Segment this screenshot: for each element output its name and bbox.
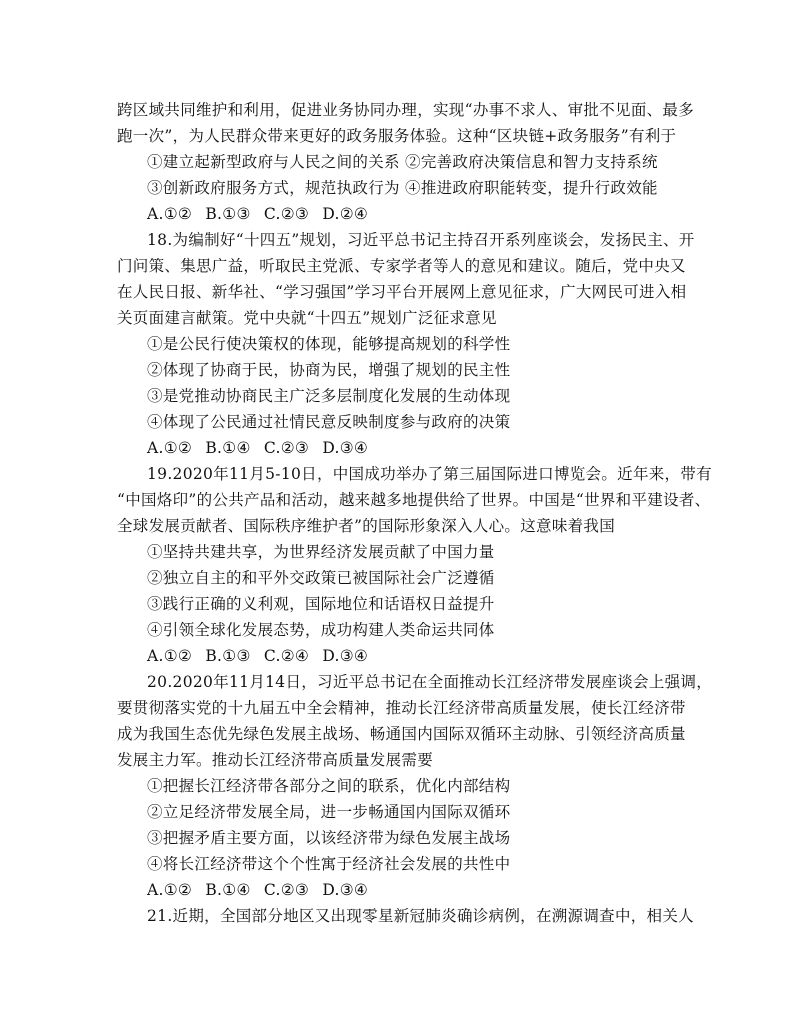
q19-option-2: ②独立自主的和平外交政策已被国际社会广泛遵循 <box>147 569 495 587</box>
q21-stem-line-1: 21.近期，全国部分地区又出现零星新冠肺炎确诊病例，在溯源调查中，相关人 <box>147 907 694 925</box>
q17-options-line-2: ③创新政府服务方式，规范执政行为 ④推进政府职能转变，提升行政效能 <box>147 179 658 197</box>
q19-answer-choices: A.①② B.①③ C.②④ D.③④ <box>147 647 369 665</box>
q19-option-1: ①坚持共建共享，为世界经济发展贡献了中国力量 <box>147 543 495 561</box>
q20-stem-line-1: 20.2020年11月14日，习近平总书记在全面推动长江经济带发展座谈会上强调， <box>147 673 713 691</box>
q17-text-line-2: 跑一次”，为人民群众带来更好的政务服务体验。这种“区块链+政务服务”有利于 <box>117 127 677 145</box>
q18-stem-line-4: 关页面建言献策。党中央就“十四五”规划广泛征求意见 <box>117 309 497 327</box>
q20-option-4: ④将长江经济带这个个性寓于经济社会发展的共性中 <box>147 855 511 873</box>
q20-stem-line-3: 成为我国生态优先绿色发展主战场、畅通国内国际双循环主动脉、引领经济高质量 <box>117 725 686 743</box>
q17-options-line-1: ①建立起新型政府与人民之间的关系 ②完善政府决策信息和智力支持系统 <box>147 153 658 171</box>
q17-answer-choices: A.①② B.①③ C.②③ D.②④ <box>147 205 369 223</box>
q18-option-4: ④体现了公民通过社情民意反映制度参与政府的决策 <box>147 413 511 431</box>
q19-stem-line-2: “中国烙印”的公共产品和活动，越来越多地提供给了世界。中国是“世界和平建设者、 <box>117 491 711 509</box>
q20-answer-choices: A.①② B.①④ C.②③ D.③④ <box>147 881 369 899</box>
q18-answer-choices: A.①② B.①④ C.②③ D.③④ <box>147 439 369 457</box>
q18-option-3: ③是党推动协商民主广泛多层制度化发展的生动体现 <box>147 387 511 405</box>
q18-stem-line-1: 18.为编制好“十四五”规划，习近平总书记主持召开系列座谈会，发扬民主、开 <box>147 231 695 249</box>
q20-stem-line-2: 要贯彻落实党的十九届五中全会精神，推动长江经济带高质量发展，使长江经济带 <box>117 699 686 717</box>
q20-stem-line-4: 发展主力军。推动长江经济带高质量发展需要 <box>117 751 434 769</box>
q19-option-4: ④引领全球化发展态势，成功构建人类命运共同体 <box>147 621 495 639</box>
q18-stem-line-2: 门问策、集思广益，听取民主党派、专家学者等人的意见和建议。随后，党中央又 <box>117 257 686 275</box>
q18-stem-line-3: 在人民日报、新华社、“学习强国”学习平台开展网上意见征求，广大网民可进入相 <box>117 283 687 301</box>
q20-option-1: ①把握长江经济带各部分之间的联系，优化内部结构 <box>147 777 511 795</box>
q20-option-2: ②立足经济带发展全局，进一步畅通国内国际双循环 <box>147 803 511 821</box>
q18-option-2: ②体现了协商于民，协商为民，增强了规划的民主性 <box>147 361 511 379</box>
q20-option-3: ③把握矛盾主要方面，以该经济带为绿色发展主战场 <box>147 829 511 847</box>
q19-stem-line-3: 全球发展贡献者、国际秩序维护者”的国际形象深入人心。这意味着我国 <box>117 517 616 535</box>
q19-stem-line-1: 19.2020年11月5-10日，中国成功举办了第三届国际进口博览会。近年来，带有 <box>147 465 712 483</box>
q19-option-3: ③践行正确的义利观，国际地位和话语权日益提升 <box>147 595 495 613</box>
q17-text-line-1: 跨区域共同维护和利用，促进业务协同办理，实现“办事不求人、审批不见面、最多 <box>117 101 695 119</box>
q18-option-1: ①是公民行使决策权的体现，能够提高规划的科学性 <box>147 335 511 353</box>
